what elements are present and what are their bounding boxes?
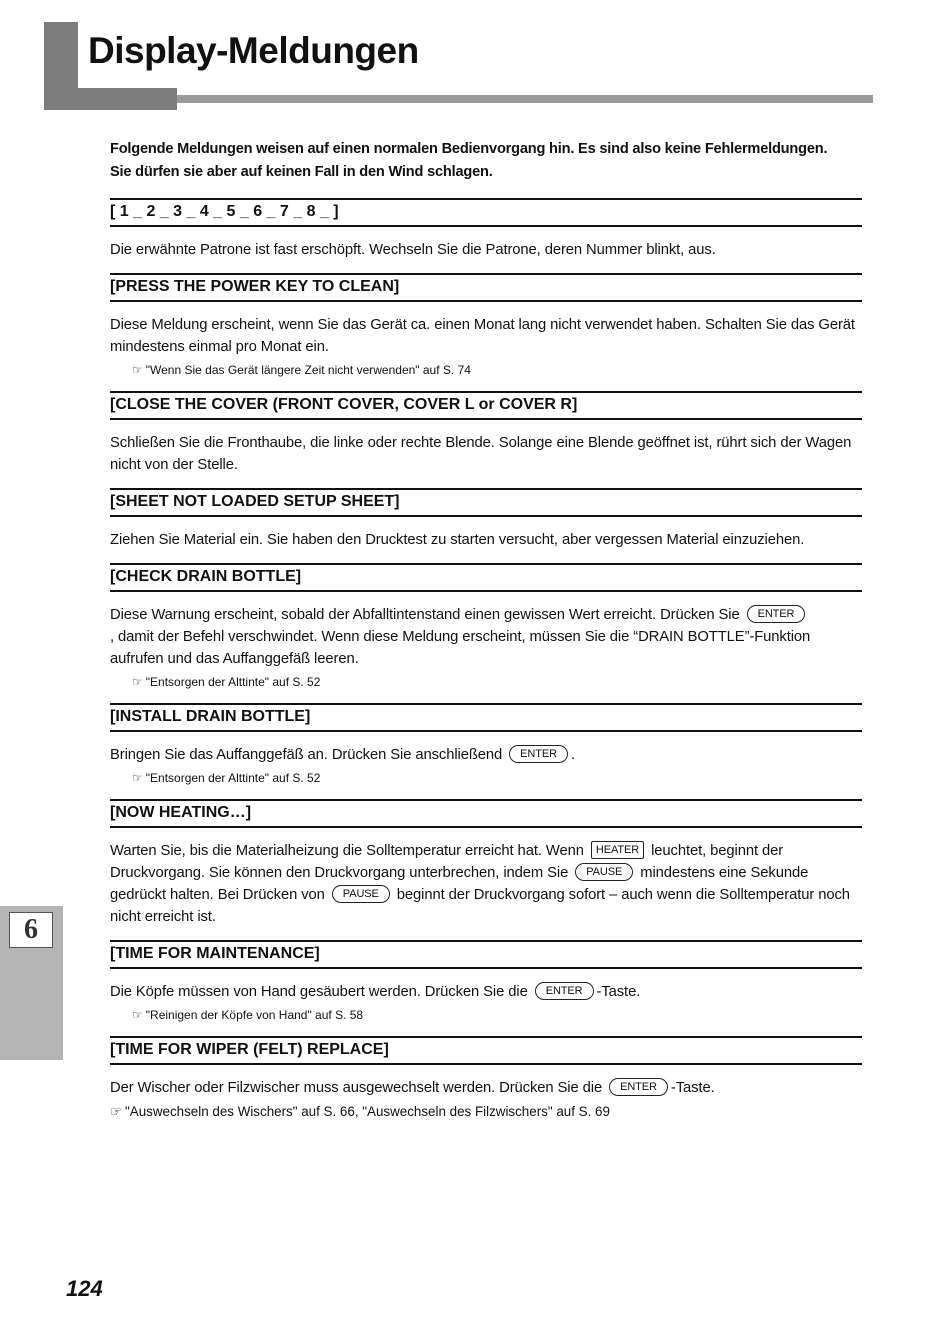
message-body-part: mindestens eine Sekunde gedrückt halten. Bei Drücken von [110, 865, 809, 903]
title-rule [177, 95, 873, 103]
page-number: 124 [66, 1276, 103, 1301]
message-body [110, 1077, 862, 1099]
chapter-number: 6 [9, 912, 53, 948]
pause-key-icon: PAUSE [332, 885, 390, 903]
intro-line-1: Folgende Meldungen weisen auf einen normalen Bedienvorgang hin. Es sind also keine Fehlermeldungen. [110, 141, 828, 157]
message-heading: [TIME FOR WIPER (FELT) REPLACE] [110, 1036, 862, 1065]
message-body [110, 840, 862, 928]
message-body-part: Warten Sie, bis die Materialheizung die Solltemperatur erreicht hat. Wenn [110, 843, 584, 859]
message-body-part: Der Wischer oder Filzwischer muss ausgewechselt werden. Drücken Sie die [110, 1080, 603, 1096]
page-reference [110, 1103, 862, 1120]
enter-key-icon: ENTER [535, 982, 594, 1000]
pointing-hand-icon: ☞ [132, 363, 143, 377]
title-accent-bar [44, 88, 177, 110]
message-heading: [NOW HEATING…] [110, 799, 862, 828]
page-reference [132, 674, 862, 691]
page-reference-link[interactable]: "Entsorgen der Alttinte" auf S. 52 [145, 675, 321, 689]
pointing-hand-icon: ☞ [132, 675, 143, 689]
message-heading: [PRESS THE POWER KEY TO CLEAN] [110, 273, 862, 302]
message-body-part: Bringen Sie das Auffanggefäß an. Drücken Sie anschließend [110, 747, 503, 763]
heater-key-icon: HEATER [591, 841, 644, 859]
message-body: Ziehen Sie Material ein. Sie haben den Drucktest zu starten versucht, aber vergessen Material einzuziehen. [110, 532, 805, 548]
page-reference-link[interactable]: "Wenn Sie das Gerät längere Zeit nicht verwenden" auf S. 74 [145, 363, 471, 377]
pause-key-icon: PAUSE [575, 863, 633, 881]
intro-text [110, 138, 862, 184]
message-heading: [TIME FOR MAINTENANCE] [110, 940, 862, 969]
page-reference-link[interactable]: "Reinigen der Köpfe von Hand" auf S. 58 [145, 1008, 364, 1022]
page-reference-link[interactable]: "Entsorgen der Alttinte" auf S. 52 [145, 771, 321, 785]
message-heading: [INSTALL DRAIN BOTTLE] [110, 703, 862, 732]
main-content [110, 138, 862, 1120]
message-body [110, 744, 862, 766]
message-heading: [CLOSE THE COVER (FRONT COVER, COVER L or COVER R] [110, 391, 862, 420]
message-body-part: beginnt der Druckvorgang sofort – auch wenn die Solltemperatur noch nicht erreicht ist. [110, 887, 850, 925]
message-body-part: Die Köpfe müssen von Hand gesäubert werden. Drücken Sie die [110, 984, 528, 1000]
message-heading: [CHECK DRAIN BOTTLE] [110, 563, 862, 592]
message-body-part: -Taste. [596, 984, 641, 1000]
message-body: Diese Meldung erscheint, wenn Sie das Gerät ca. einen Monat lang nicht verwendet haben. Schalten Sie das Gerät mindestens einmal pro Monat ein. [110, 317, 855, 355]
message-body-part: Diese Warnung erscheint, sobald der Abfalltintenstand einen gewissen Wert erreicht. Drücken Sie [110, 607, 740, 623]
page-reference-link[interactable]: "Auswechseln des Wischers" auf S. 66, "Auswechseln des Filzwischers" auf S. 69 [125, 1104, 610, 1119]
message-body [110, 981, 862, 1003]
message-body: Schließen Sie die Fronthaube, die linke oder rechte Blende. Solange eine Blende geöffnet ist, rührt sich der Wagen nicht von der Stelle. [110, 435, 852, 473]
message-heading: [SHEET NOT LOADED SETUP SHEET] [110, 488, 862, 517]
message-body-part: leuchtet, beginnt der Druckvorgang. Sie können den Druckvorgang unterbrechen, indem Sie [110, 843, 784, 881]
message-body: Die erwähnte Patrone ist fast erschöpft. Wechseln Sie die Patrone, deren Nummer blinkt, aus. [110, 242, 716, 258]
pointing-hand-icon: ☞ [132, 771, 143, 785]
enter-key-icon: ENTER [509, 745, 568, 763]
page-reference [132, 770, 862, 787]
message-heading: [ 1 _ 2 _ 3 _ 4 _ 5 _ 6 _ 7 _ 8 _ ] [110, 198, 862, 227]
page-title: Display-Meldungen [88, 30, 419, 71]
pointing-hand-icon: ☞ [110, 1104, 123, 1119]
enter-key-icon: ENTER [747, 605, 806, 623]
page-reference [132, 362, 862, 379]
message-body-part: . [570, 747, 575, 763]
message-body-part: -Taste. [670, 1080, 715, 1096]
pointing-hand-icon: ☞ [132, 1008, 143, 1022]
message-body [110, 604, 862, 670]
message-body-part: , damit der Befehl verschwindet. Wenn diese Meldung erscheint, müssen Sie die “DRAIN BOTTLE”-Funktion aufrufen und das Auffanggefäß leeren. [110, 629, 811, 667]
enter-key-icon: ENTER [609, 1078, 668, 1096]
intro-line-2: Sie dürfen sie aber auf keinen Fall in den Wind schlagen. [110, 164, 493, 180]
page-reference [132, 1007, 862, 1024]
